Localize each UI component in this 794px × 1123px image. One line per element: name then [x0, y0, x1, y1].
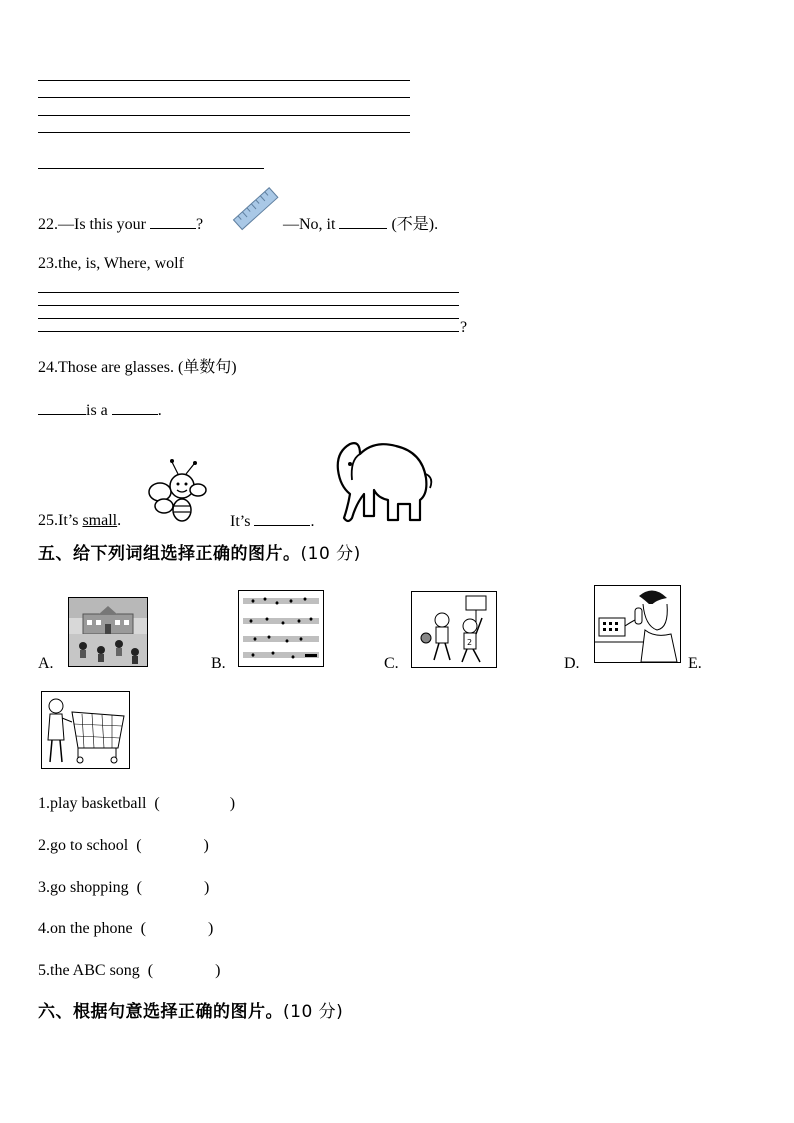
basketball-boys-icon	[412, 592, 496, 667]
option-b-picture[interactable]	[238, 590, 324, 667]
item-label: 3.go shopping	[38, 879, 129, 896]
man-on-phone-icon	[595, 586, 680, 662]
answer-line[interactable]	[38, 168, 264, 169]
reply-text: —No, it	[283, 216, 336, 233]
list-item	[38, 919, 213, 939]
answer-line[interactable]	[38, 331, 459, 332]
item-label: 4.on the phone	[38, 920, 133, 937]
answer-paren-open: (	[136, 837, 142, 854]
answer-paren-close: )	[229, 795, 236, 812]
answer-paren-close: )	[215, 962, 221, 979]
answer-paren-close: )	[204, 879, 210, 896]
hint-text: (不是).	[391, 216, 439, 233]
question-22	[38, 214, 203, 235]
answer-line[interactable]	[38, 115, 410, 116]
section-6-title	[38, 1001, 343, 1023]
option-a-picture[interactable]	[68, 597, 148, 667]
section-score: (10 分)	[283, 1002, 344, 1022]
word-list: the, is, Where, wolf	[58, 255, 184, 272]
answer-paren-open: (	[140, 920, 146, 937]
shopping-cart-icon	[42, 692, 129, 768]
option-letter-e: E.	[688, 655, 702, 672]
fill-blank[interactable]	[38, 400, 86, 415]
answer-paren-open: (	[154, 795, 160, 812]
answer-paren-close: )	[207, 920, 214, 937]
option-d-picture[interactable]	[594, 585, 681, 663]
section-score: (10 分)	[300, 544, 361, 564]
music-sheet-icon	[239, 591, 323, 666]
school-children-icon	[69, 598, 147, 666]
answer-paren-open: (	[136, 879, 142, 896]
item-label: 1.play basketball	[38, 795, 147, 812]
answer-line[interactable]	[38, 292, 459, 293]
question-sentence: Those are glasses.	[58, 359, 174, 376]
option-letter-b: B.	[211, 655, 226, 672]
option-letter-d: D.	[564, 655, 580, 672]
item-label: 2.go to school	[38, 837, 129, 854]
question-text: —Is this your	[58, 216, 146, 233]
question-22-reply	[283, 214, 438, 235]
list-item	[38, 836, 209, 856]
question-25-answer	[230, 511, 314, 532]
item-label: 5.the ABC song	[38, 962, 140, 979]
question-25	[38, 511, 121, 531]
elephant-icon	[330, 434, 434, 526]
ruler-icon	[230, 186, 282, 232]
answer-line[interactable]	[38, 80, 410, 81]
period: .	[157, 402, 162, 419]
answer-line[interactable]	[38, 318, 459, 319]
fill-blank[interactable]	[339, 214, 387, 229]
question-number: 25.	[38, 512, 58, 529]
period: .	[310, 513, 315, 530]
bee-icon	[146, 456, 208, 524]
answer-paren-close: )	[203, 837, 209, 854]
question-text: It’s	[58, 512, 79, 529]
option-letter-c: C.	[384, 655, 399, 672]
answer-text: is a	[86, 402, 108, 419]
question-number: 22.	[38, 216, 58, 233]
option-c-picture[interactable]	[411, 591, 497, 668]
svg-text:2: 2	[467, 638, 473, 647]
fill-blank[interactable]	[150, 214, 196, 229]
list-item	[38, 961, 220, 981]
question-24-answer	[38, 400, 162, 421]
option-e-picture[interactable]	[41, 691, 130, 769]
answer-line[interactable]	[38, 132, 410, 133]
question-mark: ?	[196, 216, 204, 233]
fill-blank[interactable]	[254, 511, 310, 526]
option-letter-a: A.	[38, 655, 54, 672]
list-item	[38, 794, 235, 814]
section-title-text: 五、给下列词组选择正确的图片。	[38, 544, 301, 564]
question-24	[38, 358, 237, 378]
underlined-word: small	[82, 512, 118, 529]
question-23	[38, 254, 184, 274]
answer-text: It’s	[230, 513, 251, 530]
answer-paren-open: (	[147, 962, 154, 979]
question-end-mark: ?	[460, 319, 468, 336]
list-item	[38, 878, 209, 898]
answer-line[interactable]	[38, 97, 410, 98]
question-number: 23.	[38, 255, 58, 272]
section-5-title	[38, 543, 361, 565]
hint-text: (单数句)	[177, 359, 237, 376]
section-title-text: 六、根据句意选择正确的图片。	[38, 1002, 283, 1022]
period: .	[117, 512, 122, 529]
fill-blank[interactable]	[112, 400, 158, 415]
question-number: 24.	[38, 359, 58, 376]
answer-line[interactable]	[38, 305, 459, 306]
